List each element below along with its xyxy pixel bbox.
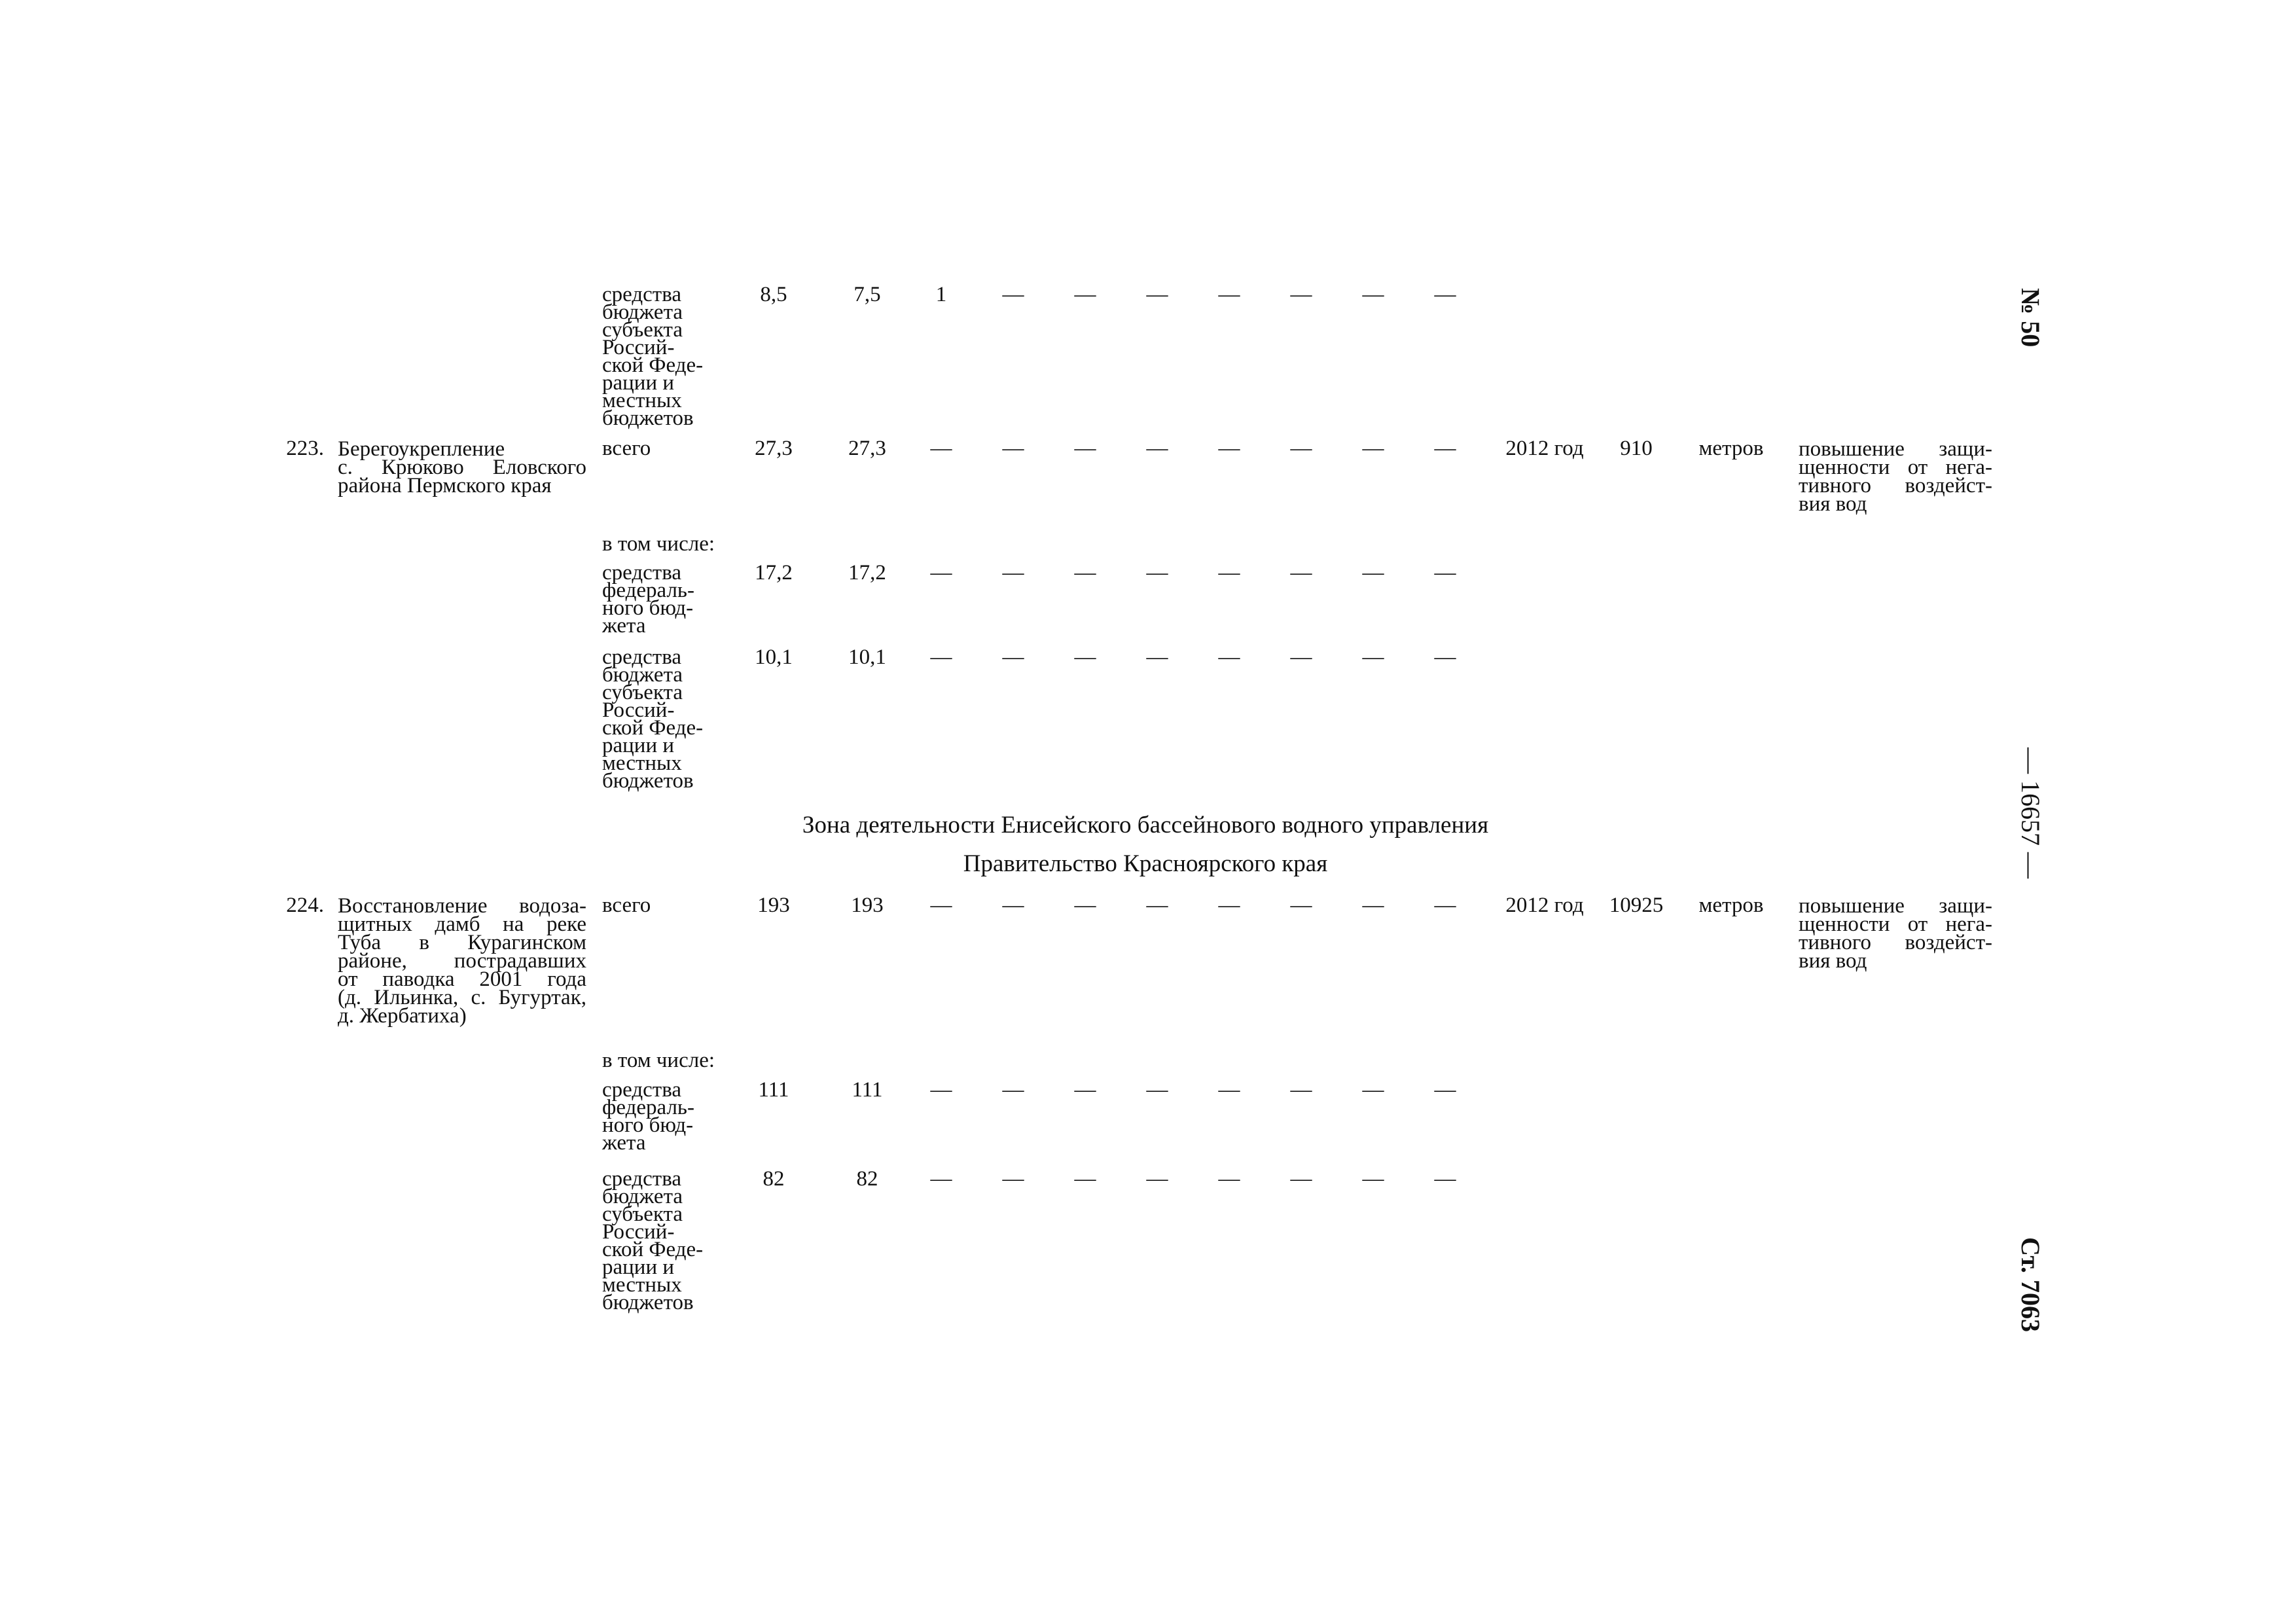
funding-source-label: средства бюджета субъекта Россий- ской Феде- рации и местных бюджетов (602, 1167, 704, 1314)
value-cell: — (1434, 893, 1456, 917)
value-cell: — (1002, 645, 1024, 669)
value-cell: — (930, 645, 952, 669)
value-cell: — (1146, 645, 1168, 669)
value-cell: — (1146, 283, 1168, 306)
value-cell: — (1074, 1078, 1096, 1102)
value-cell: — (1362, 561, 1384, 585)
value-cell: — (1002, 561, 1024, 585)
text-line: вия вод (1799, 492, 1867, 516)
value-cell: — (1146, 1078, 1168, 1102)
value-cell: — (1218, 1167, 1240, 1191)
value-cell: 1 (935, 283, 947, 306)
including-label: в том числе: (602, 1049, 715, 1072)
entry-name (338, 437, 586, 497)
value-cell: — (1362, 645, 1384, 669)
value-cell: — (1290, 645, 1312, 669)
page-number: — 16657 — (2016, 748, 2045, 878)
funding-source-label: средства федераль- ного бюд- жета (602, 1078, 694, 1155)
value-cell: 10,1 (848, 645, 886, 669)
value-cell: — (1434, 1167, 1456, 1191)
value-cell: — (930, 1167, 952, 1191)
value-cell: — (1362, 1078, 1384, 1102)
entry-number: 224. (286, 893, 324, 917)
value-cell: — (1002, 1167, 1024, 1191)
value-cell: — (1290, 437, 1312, 460)
entry-name (338, 894, 586, 1028)
value-cell: — (930, 893, 952, 917)
value-cell: — (1002, 437, 1024, 460)
value-cell: 27,3 (755, 437, 793, 460)
value-cell: — (1434, 437, 1456, 460)
capacity-unit: метров (1698, 437, 1764, 460)
value-cell: 82 (762, 1167, 785, 1191)
value-cell: — (1074, 645, 1096, 669)
value-cell: — (1218, 893, 1240, 917)
value-cell: — (1218, 283, 1240, 306)
value-cell: 17,2 (755, 561, 793, 585)
text-line: тивного воздейст- (1799, 931, 1992, 954)
value-cell: 111 (758, 1078, 789, 1102)
value-cell: — (1074, 1167, 1096, 1191)
value-cell: — (1434, 1078, 1456, 1102)
expected-effect (1799, 437, 1992, 516)
text-line: Туба в Курагинском (338, 931, 586, 954)
value-cell: — (930, 561, 952, 585)
value-cell: — (1290, 1167, 1312, 1191)
capacity-unit: метров (1698, 893, 1764, 917)
value-cell: 8,5 (760, 283, 787, 306)
including-label: в том числе: (602, 532, 715, 556)
value-cell: — (1434, 561, 1456, 585)
value-cell: 193 (851, 893, 884, 917)
value-cell: — (1146, 893, 1168, 917)
value-cell: 7,5 (853, 283, 881, 306)
value-cell: — (1074, 561, 1096, 585)
total-label: всего (602, 437, 651, 460)
value-cell: — (1434, 645, 1456, 669)
text-line: щенности от нега- (1799, 456, 1992, 479)
entry-number: 223. (286, 437, 324, 460)
text-line: (д. Ильинка, с. Бугуртак, (338, 986, 586, 1009)
value-cell: — (1074, 283, 1096, 306)
text-line: района Пермского края (338, 474, 552, 497)
text-line: щенности от нега- (1799, 912, 1992, 936)
text-line: повышение защи- (1799, 437, 1992, 461)
value-cell: — (1074, 893, 1096, 917)
value-cell: 10,1 (755, 645, 793, 669)
expected-effect (1799, 894, 1992, 973)
text-line: районе, пострадавших (338, 949, 586, 973)
article-number: Ст. 7063 (2016, 1237, 2045, 1332)
value-cell: — (1002, 1078, 1024, 1102)
text-line: д. Жербатиха) (338, 1004, 467, 1028)
value-cell: — (1362, 283, 1384, 306)
value-cell: — (1218, 1078, 1240, 1102)
value-cell: 82 (856, 1167, 878, 1191)
value-cell: — (1290, 893, 1312, 917)
value-cell: — (1218, 645, 1240, 669)
value-cell: — (1290, 1078, 1312, 1102)
value-cell: 27,3 (848, 437, 886, 460)
text-line: от паводка 2001 года (338, 967, 586, 991)
authority-heading: Правительство Красноярского края (963, 850, 1328, 877)
text-line: Берегоукрепление (338, 437, 505, 461)
text-line: повышение защи- (1799, 894, 1992, 918)
value-cell: — (1146, 561, 1168, 585)
value-cell: — (930, 437, 952, 460)
total-label: всего (602, 893, 651, 917)
text-line: щитных дамб на реке (338, 912, 586, 936)
value-cell: — (1146, 437, 1168, 460)
value-cell: — (1074, 437, 1096, 460)
completion-year: 2012 год (1505, 437, 1584, 460)
capacity-value: 10925 (1609, 893, 1664, 917)
value-cell: — (1362, 893, 1384, 917)
value-cell: 111 (852, 1078, 883, 1102)
value-cell: — (1434, 283, 1456, 306)
issue-number: № 50 (2016, 288, 2045, 348)
funding-source-label: средства бюджета субъекта Россий- ской Феде- рации и местных бюджетов (602, 283, 704, 430)
value-cell: — (1146, 1167, 1168, 1191)
value-cell: 17,2 (848, 561, 886, 585)
value-cell: — (1290, 561, 1312, 585)
value-cell: — (1002, 893, 1024, 917)
value-cell: — (1290, 283, 1312, 306)
zone-heading: Зона деятельности Енисейского бассейнового водного управления (802, 812, 1489, 839)
value-cell: 193 (757, 893, 790, 917)
text-line: вия вод (1799, 949, 1867, 973)
text-line: с. Крюково Еловского (338, 456, 586, 479)
capacity-value: 910 (1620, 437, 1653, 460)
funding-source-label: средства федераль- ного бюд- жета (602, 561, 694, 638)
value-cell: — (930, 1078, 952, 1102)
completion-year: 2012 год (1505, 893, 1584, 917)
value-cell: — (1218, 437, 1240, 460)
text-line: Восстановление водоза- (338, 894, 586, 918)
funding-source-label: средства бюджета субъекта Россий- ской Феде- рации и местных бюджетов (602, 645, 704, 793)
value-cell: — (1002, 283, 1024, 306)
text-line: тивного воздейст- (1799, 474, 1992, 497)
value-cell: — (1362, 437, 1384, 460)
value-cell: — (1218, 561, 1240, 585)
value-cell: — (1362, 1167, 1384, 1191)
